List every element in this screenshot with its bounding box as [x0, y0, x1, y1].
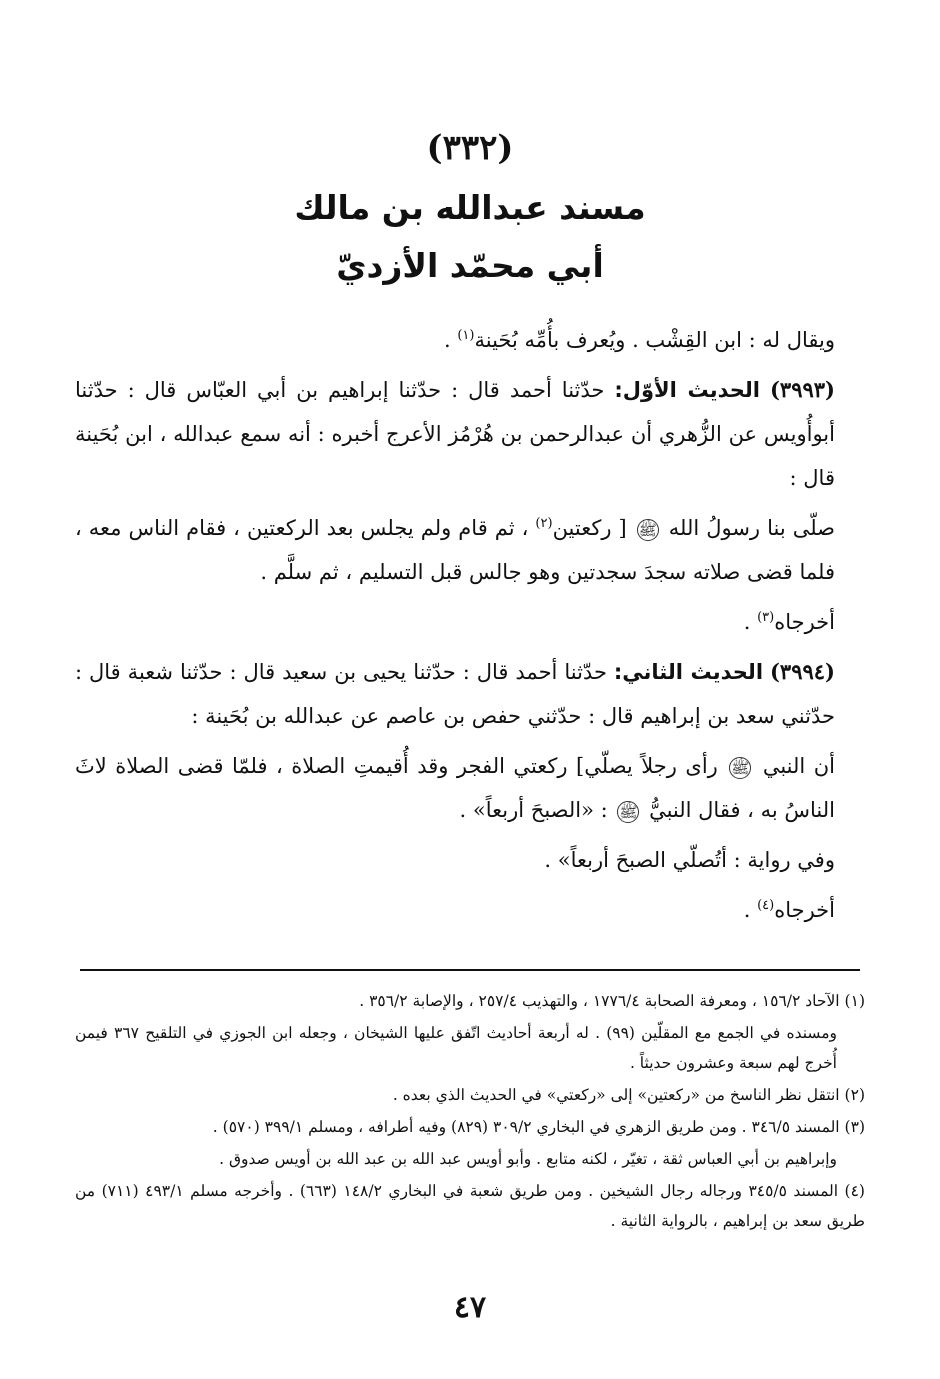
footnote-3-continued: وإبراهيم بن أبي العباس ثقة ، تغيّر ، لكنه متابع . وأبو أويس عبد الله بن عبد الله بن أويس صدوق .: [219, 1150, 837, 1168]
hadith-2-heading: الحديث الثاني:: [613, 660, 764, 684]
footnote-ref-4: (٤): [757, 898, 775, 913]
footnote-1: [75, 986, 865, 1016]
footnote-ref-3: (٣): [757, 610, 775, 625]
footnote-text: المسند ٣٤٥/٥ ورجاله رجال الشيخين . ومن طريق شعبة في البخاري ١٤٨/٢ (٦٦٣) . وأخرجه مسلم ٤٩٣/١ (٧١١) من طريق سعد بن إبراهيم ، بالرواية الثانية .: [75, 1182, 865, 1230]
chapter-subtitle: أبي محمّد الأزديّ: [336, 246, 604, 285]
hadith-1-number: (٣٩٩٣): [769, 377, 835, 402]
chapter-number: (٣٣٢): [426, 128, 514, 168]
salutation-icon: ﷺ: [731, 758, 750, 777]
footnote-text: المسند ٣٤٦/٥ . ومن طريق الزهري في البخاري ٣٠٩/٢ (٨٢٩) وفيه أطرافه ، ومسلم ٣٩٩/١ (٥٧٠) .: [212, 1118, 845, 1136]
footnotes: [75, 986, 865, 1238]
footnote-divider: [80, 969, 860, 971]
hadith-2-matn: [75, 744, 865, 832]
chapter-title: مسند عبدالله بن مالك: [294, 188, 646, 227]
intro-text: ويقال له : ابن القِشْب . ويُعرف بأُمِّه بُحَينة: [474, 328, 835, 352]
footnote-number: (١): [844, 992, 865, 1010]
footnote-text: انتقل نظر الناسخ من «ركعتين» إلى «ركعتي» في الحديث الذي بعده .: [392, 1086, 845, 1104]
hadith-2-matn-c: : «الصبحَ أربعاً» .: [459, 798, 615, 822]
hadith-2-takhrij: [75, 888, 865, 932]
hadith-1-isnad-text: حدّثنا أحمد قال : حدّثنا إبراهيم بن أبي العبّاس قال : حدّثنا أبوأُويس عن الزُّهري أن عبدالرحمن بن هُرْمُز الأعرج أخبره : أنه سمع عبدالله ، ابن بُحَينة قال :: [75, 378, 835, 490]
hadith-1-takhrij-end: .: [743, 610, 758, 634]
hadith-2-matn-b: رأى رجلاً يصلّي] ركعتي الفجر وقد أُقيمتِ الصلاة ، فلمّا قضى الصلاة لاثَ الناسُ به ، فقال النبيُّ: [75, 754, 835, 822]
intro-end: .: [443, 328, 458, 352]
salutation-icon: ﷺ: [619, 802, 638, 821]
page-number: ٤٧: [453, 1290, 487, 1325]
footnote-number: (٣): [844, 1118, 865, 1136]
hadith-1-takhrij: [75, 600, 865, 644]
footnote-text: الآحاد ١٥٦/٢ ، ومعرفة الصحابة ١٧٧٦/٤ ، والتهذيب ٢٥٧/٤ ، والإصابة ٣٥٦/٢ .: [359, 992, 845, 1010]
hadith-1-matn-b: [ ركعتين: [552, 516, 634, 540]
hadith-1-matn-c: ، ثم قام ولم يجلس بعد الركعتين ، فقام الناس معه ، فلما قضى صلاته سجدَ سجدتين وهو جالس قبل التسليم ، ثم سلَّم .: [75, 516, 835, 584]
footnote-ref-1: (١): [457, 328, 475, 343]
hadith-2-matn-a: أن النبي: [762, 754, 836, 778]
footnote-2: [75, 1080, 865, 1110]
footnote-ref-2: (٢): [535, 516, 553, 531]
hadith-2-isnad: [75, 650, 865, 738]
hadith-1-takhrij-text: أخرجاه: [774, 610, 835, 634]
footnote-3: [75, 1112, 865, 1142]
intro-paragraph: [75, 318, 865, 362]
hadith-2-takhrij-text: أخرجاه: [774, 898, 835, 922]
hadith-2-isnad-text: حدّثنا أحمد قال : حدّثنا يحيى بن سعيد قال : حدّثنا شعبة قال : حدّثني سعد بن إبراهيم قال : حدّثني حفص بن عاصم عن عبدالله بن بُحَينة :: [75, 660, 835, 728]
footnote-4: [75, 1176, 865, 1236]
salutation-icon: ﷺ: [638, 520, 657, 539]
main-text: [75, 318, 865, 938]
footnote-1-continued: ومسنده في الجمع مع المقلّين (٩٩) . له أربعة أحاديث اتّفق عليها الشيخان ، وجعله ابن الجوزي في التلقيح ٣٦٧ فيمن أُخرج لهم سبعة وعشرون حديثاً .: [75, 1024, 838, 1072]
hadith-1-isnad: [75, 368, 865, 500]
hadith-2-number: (٣٩٩٤): [769, 659, 835, 684]
hadith-1-matn: [75, 506, 865, 594]
footnote-number: (٤): [844, 1182, 865, 1200]
hadith-1-matn-a: صلّى بنا رسولُ الله: [668, 516, 835, 540]
hadith-1-heading: الحديث الأوّل:: [614, 378, 760, 402]
hadith-2-riwaya: وفي رواية : أتُصلّي الصبحَ أربعاً» .: [544, 848, 835, 872]
footnote-number: (٢): [844, 1086, 865, 1104]
hadith-2-takhrij-end: .: [743, 898, 758, 922]
